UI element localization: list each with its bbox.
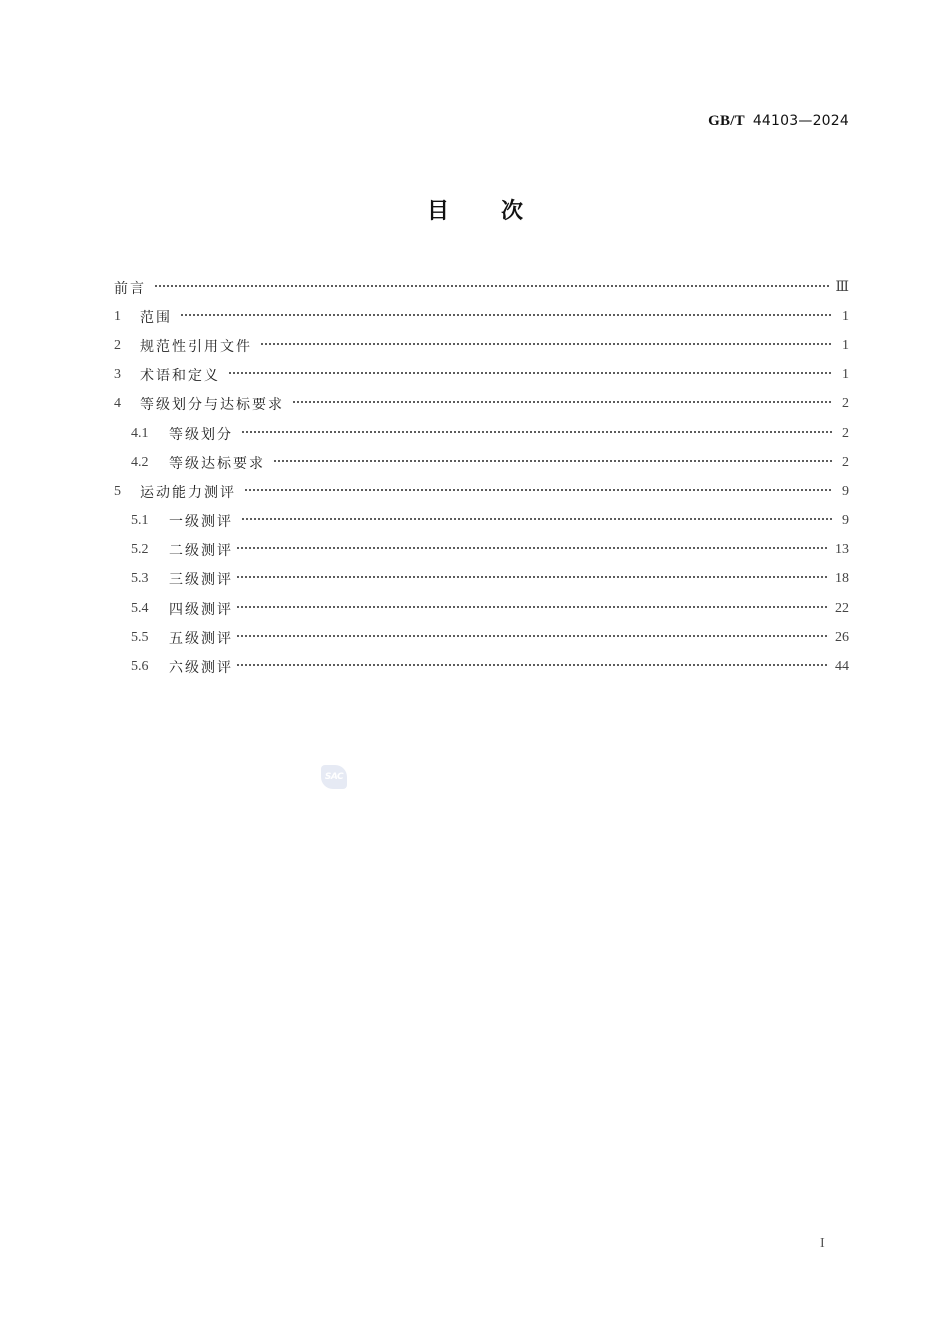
dot-leader xyxy=(292,395,833,409)
toc-entry-5-6[interactable] xyxy=(114,652,849,681)
dot-leader xyxy=(236,629,829,643)
toc-label: 二级测评 xyxy=(169,543,233,560)
toc-page: 26 xyxy=(835,629,849,645)
toc-entry-4[interactable] xyxy=(114,390,849,419)
toc-label: 术语和定义 xyxy=(140,368,220,385)
page-title xyxy=(0,194,950,225)
toc-number: 3 xyxy=(114,367,121,383)
toc-label: 六级测评 xyxy=(169,660,233,677)
toc-number: 2 xyxy=(114,337,121,353)
dot-leader xyxy=(244,483,833,497)
toc-entry-5-4[interactable] xyxy=(114,594,849,623)
toc-page: 2 xyxy=(842,396,849,412)
toc-number: 4.1 xyxy=(131,425,149,441)
dot-leader xyxy=(273,454,833,468)
page-number: I xyxy=(820,1236,825,1251)
toc-page: 9 xyxy=(842,513,849,529)
toc-page: 22 xyxy=(835,600,849,616)
toc-label: 前言 xyxy=(114,280,146,297)
toc-number: 5.4 xyxy=(131,600,149,616)
toc-number: 4 xyxy=(114,396,121,412)
toc-entry-foreword[interactable] xyxy=(114,273,849,302)
toc-number: 5.2 xyxy=(131,542,149,558)
standard-prefix: GB/T xyxy=(708,113,745,129)
toc-number: 5 xyxy=(114,483,121,499)
toc-entry-5-2[interactable] xyxy=(114,536,849,565)
watermark-text: SAC xyxy=(324,772,344,782)
dot-leader xyxy=(236,658,829,672)
standard-number: 44103—2024 xyxy=(752,113,849,129)
toc-page: 18 xyxy=(835,571,849,587)
toc-entry-4-1[interactable] xyxy=(114,419,849,448)
toc-label: 一级测评 xyxy=(169,514,233,531)
toc-page: 1 xyxy=(842,308,849,324)
dot-leader xyxy=(228,366,833,380)
toc-label: 运动能力测评 xyxy=(140,484,236,501)
toc-number: 5.1 xyxy=(131,513,149,529)
toc-label: 范围 xyxy=(140,309,172,326)
dot-leader xyxy=(236,570,829,584)
toc-page: 9 xyxy=(842,483,849,499)
toc-number: 5.6 xyxy=(131,659,149,675)
sac-logo-icon xyxy=(321,765,347,789)
toc-number: 5.3 xyxy=(131,571,149,587)
dot-leader xyxy=(236,541,829,555)
toc-number: 1 xyxy=(114,308,121,324)
dot-leader xyxy=(180,308,833,322)
toc-entry-5-1[interactable] xyxy=(114,507,849,536)
toc-page: Ⅲ xyxy=(835,280,849,296)
toc-label: 等级划分与达标要求 xyxy=(140,397,284,414)
dot-leader xyxy=(260,337,833,351)
toc-label: 五级测评 xyxy=(169,630,233,647)
toc-label: 规范性引用文件 xyxy=(140,338,252,355)
dot-leader xyxy=(236,600,829,614)
toc-page: 1 xyxy=(842,337,849,353)
toc-label: 四级测评 xyxy=(169,601,233,618)
toc-page: 1 xyxy=(842,367,849,383)
toc-entry-5-5[interactable] xyxy=(114,623,849,652)
dot-leader xyxy=(241,425,833,439)
toc-entry-1[interactable] xyxy=(114,302,849,331)
toc-label: 等级达标要求 xyxy=(169,455,265,472)
toc-number: 5.5 xyxy=(131,629,149,645)
standard-code xyxy=(708,113,849,130)
toc-entry-5[interactable] xyxy=(114,477,849,506)
toc-label: 等级划分 xyxy=(169,426,233,443)
dot-leader xyxy=(241,512,833,526)
table-of-contents xyxy=(114,273,849,682)
toc-entry-4-2[interactable] xyxy=(114,448,849,477)
toc-page: 2 xyxy=(842,454,849,470)
toc-page: 2 xyxy=(842,425,849,441)
toc-label: 三级测评 xyxy=(169,572,233,589)
toc-page: 13 xyxy=(835,542,849,558)
title-char-2: 次 xyxy=(501,199,524,224)
toc-entry-2[interactable] xyxy=(114,331,849,360)
toc-entry-3[interactable] xyxy=(114,361,849,390)
toc-number: 4.2 xyxy=(131,454,149,470)
toc-entry-5-3[interactable] xyxy=(114,565,849,594)
dot-leader xyxy=(154,279,829,293)
title-char-1: 目 xyxy=(426,199,449,224)
toc-page: 44 xyxy=(835,659,849,675)
